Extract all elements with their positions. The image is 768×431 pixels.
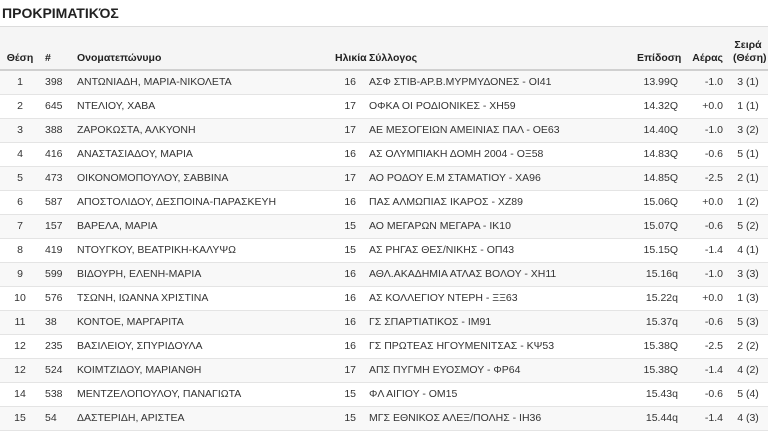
table-row [0, 335, 768, 359]
cell-position: 14 [0, 383, 40, 407]
table-row [0, 383, 768, 407]
cell-number: 645 [40, 95, 72, 119]
cell-name: ΒΑΣΙΛΕΙΟΥ, ΣΠΥΡΙΔΟΥΛΑ [72, 335, 330, 359]
table-body [0, 70, 768, 431]
cell-age: 17 [330, 119, 364, 143]
cell-number: 388 [40, 119, 72, 143]
cell-performance: 15.16q [632, 263, 683, 287]
cell-order: 5 (1) [728, 143, 768, 167]
cell-age: 15 [330, 407, 364, 431]
cell-club: ΑΠΣ ΠΥΓΜΗ ΕΥΟΣΜΟΥ - ΦΡ64 [364, 359, 632, 383]
cell-wind: -0.6 [683, 143, 728, 167]
cell-performance: 15.38Q [632, 335, 683, 359]
table-row [0, 191, 768, 215]
header-club[interactable]: Σύλλογος [364, 27, 632, 71]
cell-club: ΑΕ ΜΕΣΟΓΕΙΩΝ ΑΜΕΙΝΙΑΣ ΠΑΛ - ΟΕ63 [364, 119, 632, 143]
cell-age: 17 [330, 359, 364, 383]
header-wind[interactable]: Αέρας [683, 27, 728, 71]
header-position[interactable]: Θέση [0, 27, 40, 71]
results-table [0, 26, 768, 431]
cell-performance: 15.43q [632, 383, 683, 407]
cell-position: 2 [0, 95, 40, 119]
cell-wind: -1.4 [683, 407, 728, 431]
cell-number: 473 [40, 167, 72, 191]
cell-wind: -0.6 [683, 311, 728, 335]
cell-name: ΑΠΟΣΤΟΛΙΔΟΥ, ΔΕΣΠΟΙΝΑ-ΠΑΡΑΣΚΕΥΗ [72, 191, 330, 215]
table-row [0, 407, 768, 431]
cell-name: ΚΟΙΜΤΖΙΔΟΥ, ΜΑΡΙΑΝΘΗ [72, 359, 330, 383]
cell-order: 2 (2) [728, 335, 768, 359]
cell-performance: 15.15Q [632, 239, 683, 263]
cell-position: 4 [0, 143, 40, 167]
cell-number: 38 [40, 311, 72, 335]
cell-name: ΒΑΡΕΛΑ, ΜΑΡΙΑ [72, 215, 330, 239]
table-row [0, 263, 768, 287]
cell-performance: 15.37q [632, 311, 683, 335]
table-row [0, 119, 768, 143]
cell-name: ΒΙΔΟΥΡΗ, ΕΛΕΝΗ-ΜΑΡΙΑ [72, 263, 330, 287]
cell-age: 16 [330, 311, 364, 335]
cell-performance: 14.85Q [632, 167, 683, 191]
cell-club: ΓΣ ΣΠΑΡΤΙΑΤΙΚΟΣ - ΙΜ91 [364, 311, 632, 335]
table-row [0, 311, 768, 335]
cell-performance: 14.40Q [632, 119, 683, 143]
page-title: ΠΡΟΚΡΙΜΑΤΙΚΌΣ [2, 5, 119, 21]
cell-position: 6 [0, 191, 40, 215]
cell-performance: 14.32Q [632, 95, 683, 119]
cell-age: 16 [330, 263, 364, 287]
table-row [0, 70, 768, 95]
cell-order: 4 (1) [728, 239, 768, 263]
header-order[interactable] [728, 27, 768, 71]
table-row [0, 215, 768, 239]
cell-position: 15 [0, 407, 40, 431]
cell-performance: 15.44q [632, 407, 683, 431]
cell-wind: -0.6 [683, 383, 728, 407]
cell-number: 54 [40, 407, 72, 431]
header-number[interactable]: # [40, 27, 72, 71]
cell-performance: 13.99Q [632, 70, 683, 95]
cell-club: ΑΣ ΡΗΓΑΣ ΘΕΣ/ΝΙΚΗΣ - ΟΠ43 [364, 239, 632, 263]
cell-order: 3 (3) [728, 263, 768, 287]
cell-order: 5 (4) [728, 383, 768, 407]
cell-order: 4 (2) [728, 359, 768, 383]
header-performance[interactable]: Επίδοση [632, 27, 683, 71]
cell-number: 599 [40, 263, 72, 287]
cell-age: 17 [330, 95, 364, 119]
cell-position: 7 [0, 215, 40, 239]
cell-performance: 14.83Q [632, 143, 683, 167]
header-order-line1: Σειρά [734, 39, 762, 51]
cell-order: 5 (2) [728, 215, 768, 239]
cell-club: ΓΣ ΠΡΩΤΕΑΣ ΗΓΟΥΜΕΝΙΤΣΑΣ - ΚΨ53 [364, 335, 632, 359]
cell-age: 15 [330, 383, 364, 407]
cell-wind: -1.0 [683, 70, 728, 95]
cell-club: ΑΣ ΚΟΛΛΕΓΙΟΥ ΝΤΕΡΗ - ΞΞ63 [364, 287, 632, 311]
cell-age: 16 [330, 143, 364, 167]
table-row [0, 359, 768, 383]
cell-club: ΜΓΣ ΕΘΝΙΚΟΣ ΑΛΕΞ/ΠΟΛΗΣ - ΙΗ36 [364, 407, 632, 431]
header-order-line2: (Θέση) [733, 52, 767, 64]
cell-number: 157 [40, 215, 72, 239]
cell-number: 416 [40, 143, 72, 167]
cell-name: ΑΝΤΩΝΙΑΔΗ, ΜΑΡΙΑ-ΝΙΚΟΛΕΤΑ [72, 70, 330, 95]
cell-order: 1 (1) [728, 95, 768, 119]
table-row [0, 287, 768, 311]
cell-position: 1 [0, 70, 40, 95]
cell-order: 5 (3) [728, 311, 768, 335]
cell-order: 3 (1) [728, 70, 768, 95]
cell-wind: +0.0 [683, 95, 728, 119]
cell-position: 5 [0, 167, 40, 191]
cell-wind: -1.0 [683, 263, 728, 287]
cell-wind: +0.0 [683, 287, 728, 311]
cell-age: 17 [330, 167, 364, 191]
cell-club: ΑΟ ΜΕΓΑΡΩΝ ΜΕΓΑΡΑ - ΙΚ10 [364, 215, 632, 239]
cell-name: ΖΑΡΟΚΩΣΤΑ, ΑΛΚΥΟΝΗ [72, 119, 330, 143]
cell-position: 8 [0, 239, 40, 263]
cell-name: ΝΤΟΥΓΚΟΥ, ΒΕΑΤΡΙΚΗ-ΚΑΛΥΨΩ [72, 239, 330, 263]
cell-name: ΑΝΑΣΤΑΣΙΑΔΟΥ, ΜΑΡΙΑ [72, 143, 330, 167]
cell-number: 587 [40, 191, 72, 215]
cell-order: 4 (3) [728, 407, 768, 431]
cell-wind: -2.5 [683, 167, 728, 191]
cell-name: ΚΟΝΤΟΕ, ΜΑΡΓΑΡΙΤΑ [72, 311, 330, 335]
cell-number: 524 [40, 359, 72, 383]
cell-age: 16 [330, 191, 364, 215]
cell-position: 12 [0, 335, 40, 359]
cell-club: ΑΣ ΟΛΥΜΠΙΑΚΗ ΔΟΜΗ 2004 - ΟΞ58 [364, 143, 632, 167]
cell-performance: 15.06Q [632, 191, 683, 215]
cell-club: ΑΣΦ ΣΤΙΒ-ΑΡ.Β.ΜΥΡΜΥΔΟΝΕΣ - ΟΙ41 [364, 70, 632, 95]
cell-club: ΟΦΚΑ ΟΙ ΡΟΔΙΟΝΙΚΕΣ - ΧΗ59 [364, 95, 632, 119]
cell-wind: -1.4 [683, 359, 728, 383]
cell-performance: 15.07Q [632, 215, 683, 239]
cell-wind: -1.4 [683, 239, 728, 263]
cell-name: ΝΤΕΛΙΟΥ, ΧΑΒΑ [72, 95, 330, 119]
cell-wind: +0.0 [683, 191, 728, 215]
cell-club: ΠΑΣ ΑΛΜΩΠΙΑΣ ΙΚΑΡΟΣ - ΧΖ89 [364, 191, 632, 215]
cell-age: 16 [330, 335, 364, 359]
cell-number: 235 [40, 335, 72, 359]
cell-position: 9 [0, 263, 40, 287]
cell-performance: 15.38Q [632, 359, 683, 383]
cell-position: 3 [0, 119, 40, 143]
cell-club: ΑΟ ΡΟΔΟΥ Ε.Μ ΣΤΑΜΑΤΙΟΥ - ΧΑ96 [364, 167, 632, 191]
cell-age: 15 [330, 239, 364, 263]
table-row [0, 239, 768, 263]
cell-performance: 15.22q [632, 287, 683, 311]
cell-number: 419 [40, 239, 72, 263]
cell-wind: -0.6 [683, 215, 728, 239]
table-row [0, 95, 768, 119]
cell-position: 10 [0, 287, 40, 311]
cell-wind: -2.5 [683, 335, 728, 359]
cell-name: ΔΑΣΤΕΡΙΔΗ, ΑΡΙΣΤΕΑ [72, 407, 330, 431]
cell-position: 12 [0, 359, 40, 383]
header-row [0, 27, 768, 71]
cell-age: 16 [330, 287, 364, 311]
table-header [0, 27, 768, 71]
cell-order: 2 (1) [728, 167, 768, 191]
cell-order: 1 (2) [728, 191, 768, 215]
cell-number: 576 [40, 287, 72, 311]
cell-club: ΑΘΛ.ΑΚΑΔΗΜΙΑ ΑΤΛΑΣ ΒΟΛΟΥ - ΧΗ11 [364, 263, 632, 287]
cell-number: 538 [40, 383, 72, 407]
cell-age: 16 [330, 70, 364, 95]
cell-club: ΦΛ ΑΙΓΙΟΥ - ΟΜ15 [364, 383, 632, 407]
header-name[interactable]: Ονοματεπώνυμο [72, 27, 330, 71]
cell-name: ΜΕΝΤΖΕΛΟΠΟΥΛΟΥ, ΠΑΝΑΓΙΩΤΑ [72, 383, 330, 407]
header-age[interactable]: Ηλικία [330, 27, 364, 71]
cell-wind: -1.0 [683, 119, 728, 143]
cell-name: ΤΣΩΝΗ, ΙΩΑΝΝΑ ΧΡΙΣΤΙΝΑ [72, 287, 330, 311]
cell-order: 1 (3) [728, 287, 768, 311]
cell-name: ΟΙΚΟΝΟΜΟΠΟΥΛΟΥ, ΣΑΒΒΙΝΑ [72, 167, 330, 191]
table-row [0, 143, 768, 167]
cell-order: 3 (2) [728, 119, 768, 143]
cell-age: 15 [330, 215, 364, 239]
cell-position: 11 [0, 311, 40, 335]
table-row [0, 167, 768, 191]
cell-number: 398 [40, 70, 72, 95]
